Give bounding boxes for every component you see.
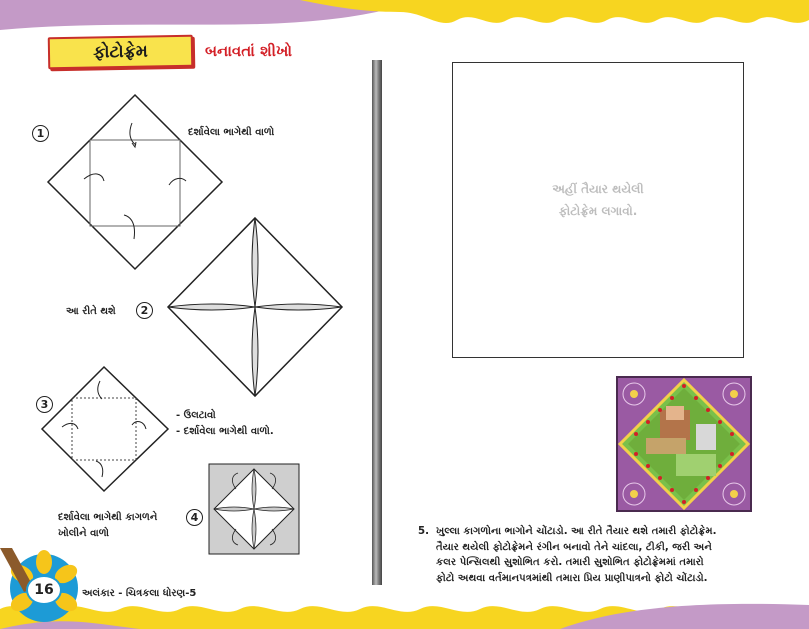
photo-hint-line-1: અહીં તૈયાર થયેલી	[552, 182, 644, 196]
step-1-label: દર્શાવેલા ભાગેથી વાળો	[188, 127, 275, 138]
photo-hint-line-2: ફોટોફ્રેમ લગાવો.	[558, 204, 638, 218]
page-title	[48, 35, 194, 70]
page-number: 16	[26, 575, 62, 605]
step-3-label-2: - દર્શાવેલા ભાગેથી વાળો.	[176, 426, 274, 437]
step-5-line-3: કલર પેન્સિલથી સુશોભિત કરો. તમારી સુશોભિત ફોટોફ્રેમમાં તમારો	[436, 557, 704, 568]
finished-photo-frame	[616, 376, 752, 512]
page-subtitle: બનાવતાં શીખો	[205, 42, 293, 60]
step-4-label-2: ખોલીને વાળો	[58, 528, 110, 539]
step-5-number: 5.	[418, 526, 429, 537]
step-2-label: આ રીતે થશે	[66, 306, 116, 317]
step-2-number: 2	[136, 302, 153, 319]
step-3-diagram	[40, 365, 172, 497]
step-3-number: 3	[36, 396, 53, 413]
step-5-line-2: તૈયાર થયેલી ફોટોફ્રેમને રંગીન બનાવો તેને ચાંદલા, ટીકી, જરી અને	[436, 541, 712, 553]
step-1-number: 1	[32, 125, 49, 142]
step-5-line-1: ખુલ્લા કાગળોના ભાગોને ચોંટાડો. આ રીતે તૈયાર થશે તમારી ફોટોફ્રેમ.	[436, 526, 717, 537]
page-spine	[372, 60, 382, 585]
step-3-label-1: - ઉલટાવો	[176, 410, 216, 421]
photo-placeholder-hint	[452, 178, 744, 222]
top-wave-decoration	[0, 0, 809, 40]
step-4-diagram	[208, 463, 300, 555]
book-title: અલંકાર - ચિત્રકલા ધોરણ-5	[82, 588, 197, 599]
page-title-text: ફોટોફ્રેમ	[92, 41, 148, 63]
step-2-diagram	[164, 216, 346, 398]
step-4-number: 4	[186, 509, 203, 526]
step-5-line-4: ફોટો અથવા વર્તમાનપત્રમાંથી તમારા પ્રિય પ્રાણીપાત્રનો ફોટો ચોંટાડો.	[436, 572, 708, 584]
step-5-instructions	[418, 524, 768, 586]
step-4-label-1: દર્શાવેલા ભાગેથી કાગળને	[58, 512, 158, 523]
